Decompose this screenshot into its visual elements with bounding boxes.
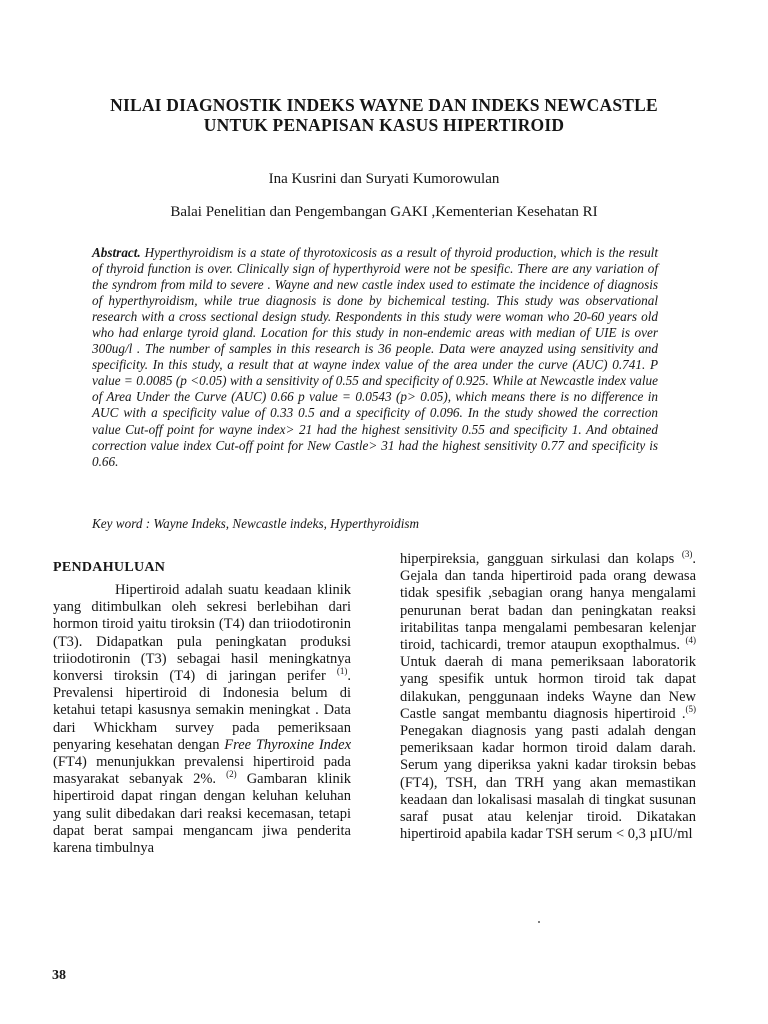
abstract-text: Hyperthyroidism is a state of thyrotoxicosis as a result of thyroid production, which is the result of thyroid function is over. Clinically sign of hyperthyroid were not be spesific. There are any variation of the syndrom from mild to severe . Wayne and new castle index used to estimate the incidence of diagnosis of hyperthyroidism, while true diagnosis is done by bichemical testing. This study was observational research with a cross sectional design study. Respondents in this study were woman who 20-60 years old who had enlarge tyroid gland. Location for this study in non-endemic areas with median of UIE is over 300ug/l . The number of samples in this research is 36 people. Data were anayzed using sensitivity and specificity. In this study, a result that at wayne index value of the area under the curve (AUC) 0.741. P value = 0.0085 (p <0.05) with a sensitivity of 0.55 and specificity of 0.925. While at Newcastle index value of Area Under the Curve (AUC) 0.66 p value = 0.0543 (p> 0.05), which means there is no difference in AUC with a specificity value of 0.33 0.5 and a specificity of 0.096. In the study showed the correction value Cut-off point for wayne index> 21 had the highest sensitivity 0.55 and specificity 1. And obtained correction value index Cut-off point for New Castle> 31 had the highest sensitivity 0.77 and specificity is 0.66. bbox=[92, 245, 658, 469]
intro-text-4: Gambaran klinik hipertiroid dapat ringan dengan keluhan keluhan yang sulit dibedakan dari reaksi kecemasan, tetapi dapat berat sampai mengancam jiwa penderita karena timbulnya bbox=[53, 771, 351, 857]
abstract bbox=[92, 245, 658, 470]
citation-3: (3) bbox=[681, 549, 693, 560]
left-column bbox=[53, 560, 351, 857]
right-column bbox=[400, 551, 696, 843]
abstract-label: Abstract. bbox=[92, 245, 141, 260]
citation-4: (4) bbox=[685, 635, 696, 646]
citation-2: (2) bbox=[226, 769, 237, 780]
citation-5: (5) bbox=[685, 704, 696, 714]
title-line-2: UNTUK PENAPISAN KASUS HIPERTIROID bbox=[203, 115, 565, 135]
title-line-1: NILAI DIAGNOSTIK INDEKS WAYNE DAN INDEKS NEWCASTLE bbox=[110, 95, 658, 115]
section-heading: PENDAHULUAN bbox=[53, 560, 166, 575]
cont-text-1: hiperpireksia, gangguan sirkulasi dan kolaps bbox=[400, 551, 675, 567]
intro-italic-term: Free Thyroxine Index bbox=[224, 736, 352, 753]
citation-1: (1) bbox=[336, 666, 348, 677]
scan-speck bbox=[538, 921, 540, 923]
cont-text-3: Untuk daerah di mana pemeriksaan laboratorik yang spesifik untuk hormon tiroid tak dapat dilakukan, penggunaan indeks Wayne dan New Castle sangat membantu diagnosis hipertiroid . bbox=[400, 654, 696, 722]
cont-text-2: . Gejala dan tanda hipertiroid pada orang dewasa tidak spesifik ,sebagian orang hanya mengalami penurunan berat badan dan peningkatan reaksi iritabilitas tanpa mengalami pembesaran kelenjar tiroid, tachicardi, tremor ataupun exopthalmus. bbox=[400, 551, 696, 654]
keywords: Key word : Wayne Indeks, Newcastle indeks, Hyperthyroidism bbox=[92, 516, 420, 531]
intro-text-2: . Prevalensi hipertiroid di Indonesia belum di ketahui tetapi kasusnya semakin meningkat . Data dari Whickham survey pada pemeriksaan penyaring kesehatan dengan bbox=[53, 668, 351, 753]
continued-paragraph bbox=[400, 551, 696, 843]
authors: Ina Kusrini dan Suryati Kumorowulan bbox=[268, 171, 500, 187]
paper-title bbox=[40, 95, 728, 135]
intro-text-1: Hipertiroid adalah suatu keadaan klinik yang ditimbulkan oleh sekresi berlebihan dari hormon tiroid yaitu tiroksin (T4) dan triiodotironin (T3). Didapatkan pula peningkatan produksi triiodotironin (T3) sebagai hasil meningkatnya konversi tiroksin (T4) di jaringan perifer bbox=[53, 582, 351, 685]
affiliation: Balai Penelitian dan Pengembangan GAKI ,Kementerian Kesehatan RI bbox=[170, 204, 598, 220]
page-number: 38 bbox=[52, 968, 66, 983]
cont-text-4: Penegakan diagnosis yang pasti adalah dengan pemeriksaan kadar hormon tiroid dalam darah. Serum yang diperiksa yakni kadar tiroksin bebas (FT4), TSH, dan TRH yang akan memastikan keadaan dan lokalisasi masalah di tingkat susunan saraf pusat atau kelenjar tiroid. Dikatakan hipertiroid apabila kadar TSH serum < 0,3 µIU/ml bbox=[400, 723, 696, 843]
intro-text-3: (FT4) menunjukkan prevalensi hipertiroid pada masyarakat sebanyak 2%. bbox=[53, 754, 351, 788]
intro-paragraph bbox=[53, 582, 351, 857]
